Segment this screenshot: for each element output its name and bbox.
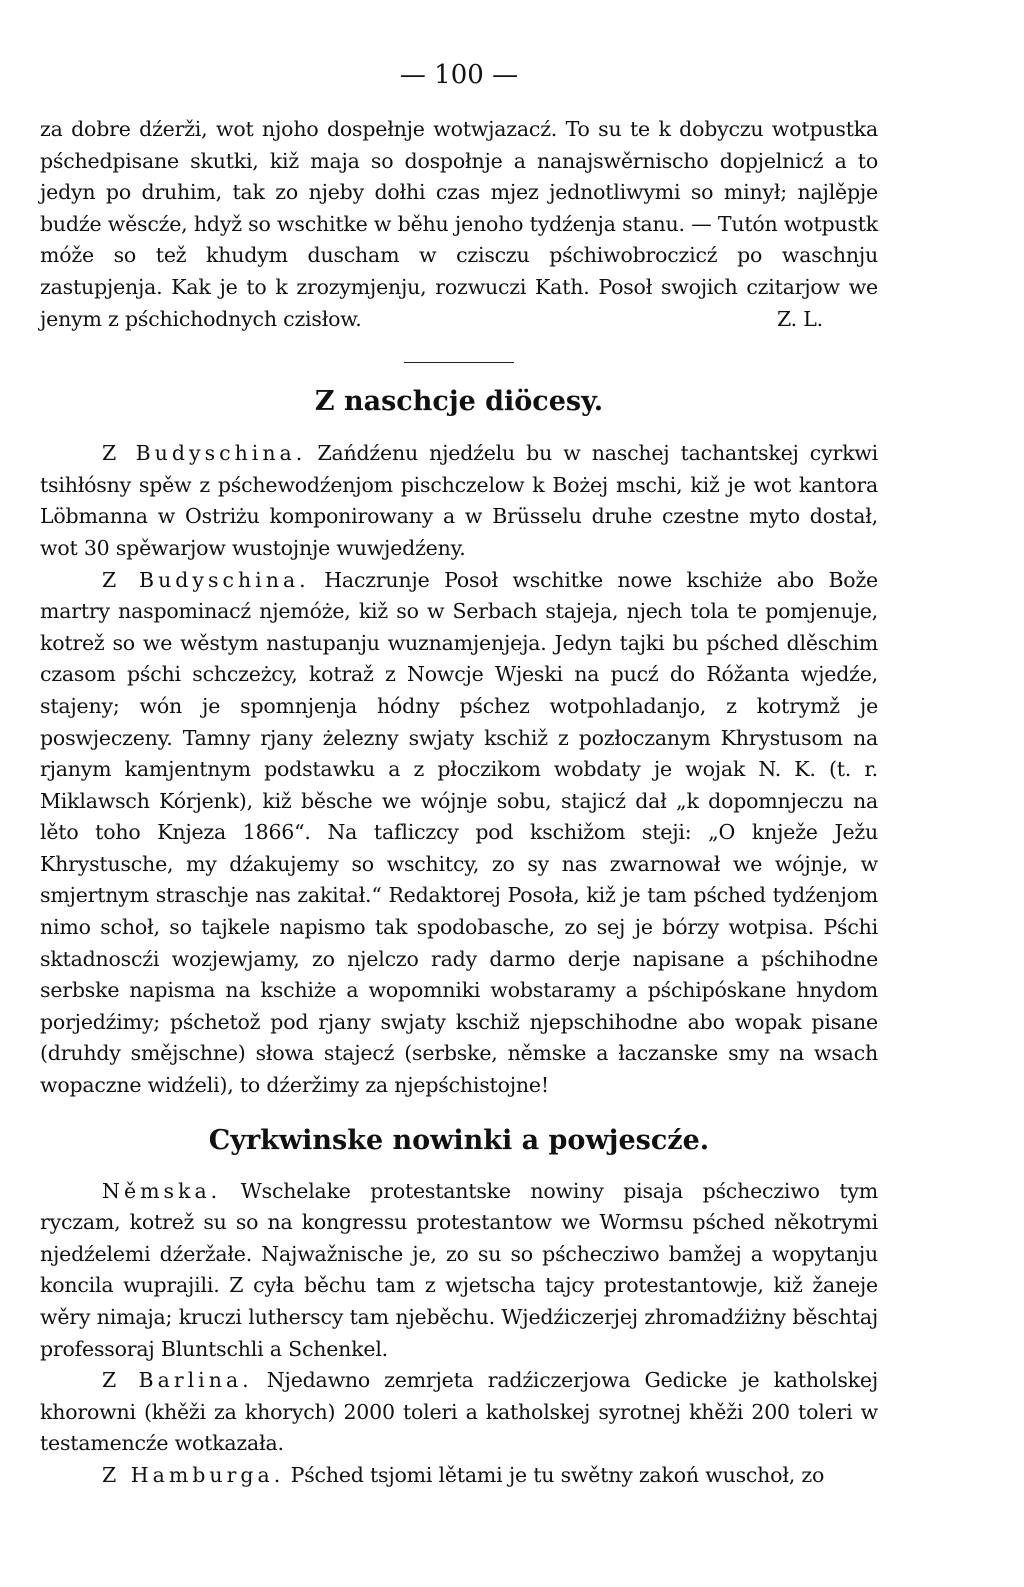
news-text: Njedawno zemrjeta radźiczerjowa Gedicke je katholskej khorowni (khěži za khorych) 2000 toleri a katholskej syrotnej khěži 200 toleri w testamencźe wotkazała. — [40, 1368, 878, 1456]
news-item — [40, 438, 878, 564]
news-dateline: Z Hamburga. — [102, 1462, 285, 1487]
news-text: Pśched tsjomi lětami je tu swětny zakoń wuschoł, zo — [290, 1462, 825, 1487]
news-item — [40, 565, 878, 1102]
section-heading-diocese: Z naschcje diöcesy. — [314, 386, 604, 418]
section-heading-church-news: Cyrkwinske nowinki a powjescźe. — [208, 1124, 710, 1156]
news-item — [40, 1365, 878, 1460]
news-dateline: Němska. — [102, 1178, 222, 1203]
news-text: Zańdźenu njedźelu bu w naschej tachantskej cyrkwi tsihłósny spěw z pśchewodźenjom pischczelow k Bożej mschi, kiž je wot kantora Löbmanna w Ostriżu komponirowany a w Brüsselu druhe czestne myto dostał, wot 30 spěwarjow wustojnje wuwjedźeny. — [40, 441, 878, 560]
opening-paragraph-text: za dobre dźerži, wot njoho dospełnje wotwjazacź. To su te k dobyczu wotpustka pśchedpisane skutki, kiž maja so dospołnje a nanajswěrnischo dopjelnicź a to jedyn po druhim, tak zo njeby dołhi czas mjez jednotliwymi so minył; najlěpje budźe wěscźe, hdyž so wschitke w běhu jenoho tydźenja stanu. — Tutón wotpustk móže so tež khudym duscham w czisczu pśchiwobroczicź po waschnju zastupjenja. Kak je to k zrozymjenju, rozwuczi Kath. Posoł swojich czitarjow we jenym z pśchichodnych czisłow. — [40, 117, 878, 331]
section-divider — [404, 362, 514, 363]
news-dateline: Z Budyschina. — [102, 567, 310, 592]
news-text: Haczrunje Posoł wschitke nowe kschiże abo Bože martry naspominacź njemóże, kiž so w Serbach stajeja, njech tola te pomjenuje, kotrež so we wěstym nastupanju wuznamjenjeja. Jedyn tajki bu pśched dlěschim czasom pśchi schczeżcy, kotraž z Nowcje Wjeski na pucź do Róžanta wjedźe, stajeny; wón je spomnjenja hódny pśchez wotpohladanjo, z kotrymž je poswjeczeny. Tamny rjany żelezny swjaty kschiž z pozłoczanym Khrystusom na rjanym kamjentnym podstawku a z płoczikom wobdaty je wojak N. K. (t. r. Miklawsch Kórjenk), kiž běsche we wójnje sobu, stajicź dał „k dopomnjeczu na lěto toho Knjeza 1866“. Na tafliczcy pod kschižom steji: „O knježe Ježu Khrystusche, my dźakujemy so wschitcy, zo sy nas zwarnował we wójnje, w smjertnym straschje nas zakitał.“ Redaktorej Posoła, kiž je tam pśched tydźenjom nimo schoł, so tajkele napismo tak spodobasche, zo sej je bórzy wotpisa. Pśchi sktadnoscźi wozjewjamy, zo njelczo rady darmo derje napisane a pśchihodne serbske napisma na kschiże a wopomniki wobstaramy a pśchipóskane hnydom porjedźimy; pśchetož pod rjany swjaty kschiž njepschihodne abo wopak pisane (druhdy smějschne) słowa stajecź (serbske, němske a łaczanske smy na wsach wopaczne widźeli), to dźeržimy za njepśchistojne! — [40, 567, 878, 1098]
news-item — [40, 1176, 878, 1366]
page-number: — 100 — — [399, 60, 519, 90]
page — [40, 55, 878, 1492]
news-dateline: Z Barlina. — [102, 1368, 253, 1393]
news-text: Wschelake protestantske nowiny pisaja pśchecziwo tym ryczam, kotrež su so na kongressu protestantow we Wormsu pśched někotrymi njedźelemi dźeržałe. Najwažnische je, zo su so pśchecziwo bamžej a wopytanju koncila wuprajili. Z cyła běchu tam z wjetscha tajcy protestantowje, kiž žaneje wěry nimaja; kruczi lutherscy tam njeběchu. Wjedźiczerjej zhromadźiżny běschtaj professoraj Bluntschli a Schenkel. — [40, 1178, 878, 1361]
news-item — [40, 1460, 878, 1492]
author-signature: Z. L. — [776, 306, 823, 331]
opening-paragraph — [40, 114, 878, 335]
news-dateline: Z Budyschina. — [102, 441, 307, 466]
